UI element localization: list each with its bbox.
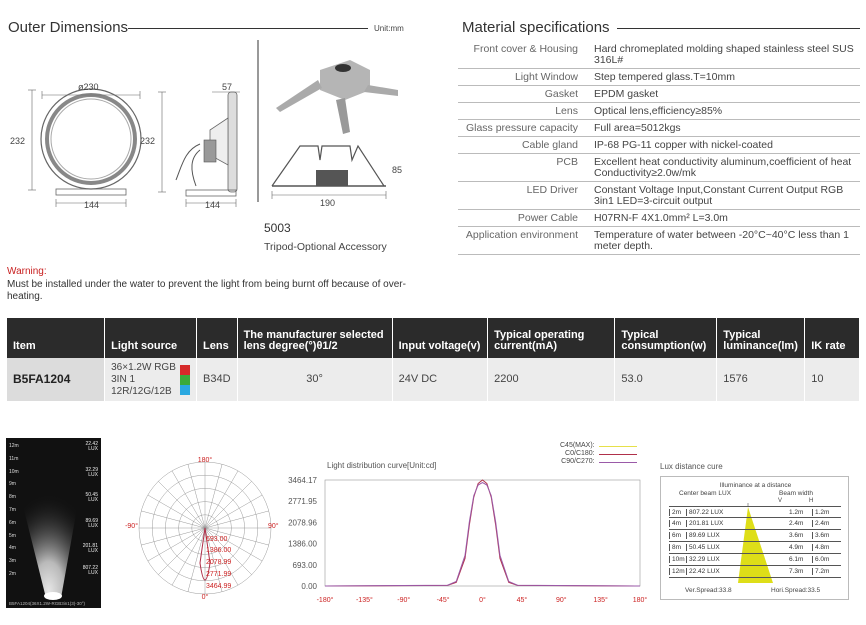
lux-v: 6.1m xyxy=(789,556,804,563)
polar-spoke xyxy=(205,495,262,528)
x-tick-label: 180° xyxy=(632,597,648,604)
y-tick-label: 693.00 xyxy=(292,560,317,570)
hori-spread: Hori.Spread:33.5 xyxy=(771,587,821,594)
polar-label-right: 90° xyxy=(268,523,279,530)
x-tick-label: -90° xyxy=(397,597,411,604)
title-rule xyxy=(128,28,368,29)
curve-legend xyxy=(560,442,637,466)
polar-label-top: 180° xyxy=(197,457,213,464)
lux-row xyxy=(669,530,841,542)
dim-tripod-width: 190 xyxy=(320,198,336,208)
material-title: Material specifications xyxy=(462,19,610,36)
model-number: 5003 xyxy=(264,221,291,235)
lux-d: 12m xyxy=(669,568,687,575)
lux-lux: 89.69 LUX xyxy=(689,532,720,539)
spec-row xyxy=(458,227,860,255)
dim-width-front: 144 xyxy=(84,200,100,210)
beam-distance-label: 11m xyxy=(9,455,19,462)
material-table xyxy=(458,41,860,255)
spec-key: Glass pressure capacity xyxy=(458,120,590,137)
unit-label: Unit:mm xyxy=(374,24,404,33)
lux-h: 2.4m xyxy=(812,520,834,527)
dim-depth: 57 xyxy=(222,82,233,92)
dim-tripod-height: 85 xyxy=(392,165,403,175)
dim-diameter: ø230 xyxy=(78,82,99,92)
spec-value: Temperature of water between -20°C~40°C less than 1 meter depth. xyxy=(590,227,860,255)
luminance-cell: 1576 xyxy=(717,358,805,401)
lux-v: 7.3m xyxy=(789,568,804,575)
polar-label-left: -90° xyxy=(125,523,138,530)
spec-value: Constant Voltage Input,Constant Current Output RGB 3in1 LED=3-circuit output xyxy=(590,182,860,210)
spec-key: Cable gland xyxy=(458,137,590,154)
polar-spoke xyxy=(141,528,205,545)
y-tick-label: 3464.17 xyxy=(288,476,317,485)
beam-photo xyxy=(6,438,101,608)
x-tick-label: -45° xyxy=(436,597,450,604)
curve-title: Light distribution curve[Unit:cd] xyxy=(327,461,437,470)
lux-v: 1.2m xyxy=(789,508,804,516)
lux-89: 89.69 LUX xyxy=(85,518,98,529)
degree-cell: 30° xyxy=(237,358,392,401)
lux-row xyxy=(669,566,841,578)
polar-ring-2: 1386.00 xyxy=(206,547,232,554)
spec-value: EPDM gasket xyxy=(590,86,860,103)
lux-row xyxy=(669,554,841,566)
spec-row xyxy=(458,182,860,210)
dim-height-side: 232 xyxy=(140,136,156,146)
lux-lux: 201.81 LUX xyxy=(689,520,724,527)
lux-lux: 32.29 LUX xyxy=(689,556,720,563)
lux-v: 2.4m xyxy=(789,520,804,527)
dimension-drawings xyxy=(0,40,445,265)
y-tick-label: 2078.96 xyxy=(288,518,317,528)
ik-cell: 10 xyxy=(805,358,860,401)
spec-value: Hard chromeplated molding shaped stainless steel SUS 316L# xyxy=(590,41,860,69)
red-swatch xyxy=(180,365,190,375)
warning-text: Must be installed under the water to prevent the light from being burnt off because of over-heating. xyxy=(7,279,406,302)
polar-spoke xyxy=(205,481,252,528)
item-code: B5FA1204 xyxy=(7,358,105,401)
spec-row xyxy=(458,103,860,120)
x-tick-label: 90° xyxy=(555,597,567,604)
rgb-swatches xyxy=(180,365,190,395)
product-header-row xyxy=(7,318,860,358)
beam-distance-label: 3m xyxy=(9,558,16,565)
dim-height-front: 232 xyxy=(10,136,26,146)
lux-row xyxy=(669,542,841,554)
lux-d: 10m xyxy=(669,556,687,563)
spec-row xyxy=(458,210,860,227)
beam-distance-label: 6m xyxy=(9,519,16,526)
polar-spoke xyxy=(205,464,222,528)
spec-row xyxy=(458,120,860,137)
product-table xyxy=(7,318,860,401)
spec-key: PCB xyxy=(458,154,590,182)
lux-h: 7.2m xyxy=(812,568,834,575)
material-rule xyxy=(617,28,860,29)
lux-v: V xyxy=(778,498,783,504)
dim-width-side: 144 xyxy=(205,200,221,210)
x-tick-label: 135° xyxy=(593,597,608,604)
beam-distance-label: 7m xyxy=(9,506,16,513)
lux-row xyxy=(669,518,841,530)
y-tick-label: 2771.95 xyxy=(288,497,317,507)
polar-spoke xyxy=(205,511,269,528)
col-luminance: Typical luminance(lm) xyxy=(717,318,805,358)
series-line-1 xyxy=(325,483,640,586)
polar-spoke xyxy=(188,464,205,528)
beam-caption: B5FA1204(36X1.2W-RGB3in1(3)-30°) xyxy=(9,601,86,606)
light-source-cell xyxy=(105,358,197,401)
lux-h: H xyxy=(809,498,814,504)
lux-h: 6.0m xyxy=(812,556,834,563)
light-distribution-chart xyxy=(280,470,650,605)
col-consumption: Typical consumption(w) xyxy=(615,318,717,358)
lux-d: 6m xyxy=(669,532,687,539)
spec-row xyxy=(458,69,860,86)
col-current: Typical operating current(mA) xyxy=(488,318,615,358)
spec-key: Power Cable xyxy=(458,210,590,227)
lux-v: 3.6m xyxy=(789,532,804,539)
col-lens-degree: The manufacturer selected lens degree(°)θ1/2 xyxy=(237,318,392,358)
lux-row xyxy=(669,506,841,518)
spec-key: Lens xyxy=(458,103,590,120)
spec-value: IP-68 PG-11 copper with nickel-coated xyxy=(590,137,860,154)
lux-807: 807.22 LUX xyxy=(82,565,98,576)
col-light-source: Light source xyxy=(105,318,197,358)
warning-title: Warning: xyxy=(7,266,47,277)
lux-lux: 22.42 LUX xyxy=(689,568,720,575)
spec-key: LED Driver xyxy=(458,182,590,210)
ver-spread: Ver.Spread:33.8 xyxy=(685,587,732,594)
voltage-cell: 24V DC xyxy=(392,358,488,401)
green-swatch xyxy=(180,375,190,385)
beam-distance-label: 2m xyxy=(9,570,16,577)
spec-key: Front cover & Housing xyxy=(458,41,590,69)
polar-label-bottom: 0° xyxy=(201,594,209,601)
polar-spoke xyxy=(141,511,205,528)
spec-row xyxy=(458,41,860,69)
legend-c45: C45(MAX): xyxy=(560,442,637,450)
x-tick-label: -180° xyxy=(316,597,334,604)
polar-spoke xyxy=(148,495,205,528)
col-ik: IK rate xyxy=(805,318,860,358)
lux-32: 32.29 LUX xyxy=(85,467,98,478)
beam-distance-label: 10m xyxy=(9,468,19,475)
spec-value: Excellent heat conductivity aluminum,coefficient of heat Conductivity≥2.0w/mk xyxy=(590,154,860,182)
polar-spoke xyxy=(158,528,205,575)
spec-value: H07RN-F 4X1.0mm² L=3.0m xyxy=(590,210,860,227)
spec-key: Gasket xyxy=(458,86,590,103)
lux-title: Lux distance cure xyxy=(660,462,723,471)
light-source-line1: 36×1.2W RGB xyxy=(111,361,176,373)
polar-ring-4: 2771.99 xyxy=(206,571,232,578)
lux-header3: Beam width xyxy=(779,490,813,497)
polar-spoke xyxy=(205,528,262,561)
beam-distance-label: 9m xyxy=(9,481,16,488)
series-line-0 xyxy=(325,480,640,586)
x-tick-label: -135° xyxy=(355,597,373,604)
blue-swatch xyxy=(180,385,190,395)
lux-lux: 50.45 LUX xyxy=(689,544,720,551)
spec-row xyxy=(458,137,860,154)
polar-spoke xyxy=(158,481,205,528)
spec-key: Light Window xyxy=(458,69,590,86)
col-item: Item xyxy=(7,318,105,358)
spec-row xyxy=(458,154,860,182)
y-tick-label: 0.00 xyxy=(301,582,317,591)
polar-spoke xyxy=(172,471,205,528)
spec-value: Step tempered glass.T=10mm xyxy=(590,69,860,86)
beam-distance-label: 8m xyxy=(9,494,16,501)
polar-ring-1: 693.00 xyxy=(206,536,228,543)
lux-lux: 807.22 LUX xyxy=(689,508,724,516)
beam-distance-label: 4m xyxy=(9,545,16,552)
light-source-line3: 12R/12G/12B xyxy=(111,385,172,397)
light-source-line2: 3IN 1 xyxy=(111,373,136,385)
lux-22: 22.42 LUX xyxy=(85,441,98,452)
plot-frame xyxy=(325,480,640,586)
lux-panel xyxy=(660,476,849,600)
current-cell: 2200 xyxy=(488,358,615,401)
lux-d: 4m xyxy=(669,520,687,527)
polar-ring-3: 2078.99 xyxy=(206,559,232,566)
accessory-label: Tripod-Optional Accessory xyxy=(264,241,387,253)
x-tick-label: 45° xyxy=(516,597,528,604)
polar-diagram xyxy=(108,453,298,603)
product-row xyxy=(7,358,860,401)
lux-v: 4.9m xyxy=(789,544,804,551)
legend-c90: C90/C270: xyxy=(560,458,637,466)
lux-h: 1.2m xyxy=(812,509,834,516)
beam-distance-label: 12m xyxy=(9,443,19,449)
lux-h: 3.6m xyxy=(812,532,834,539)
polar-spoke xyxy=(205,471,238,528)
lux-header2: Center beam LUX xyxy=(679,490,732,497)
col-lens: Lens xyxy=(197,318,238,358)
polar-spoke xyxy=(148,528,205,561)
lux-h: 4.8m xyxy=(812,544,834,551)
spec-key: Application environment xyxy=(458,227,590,255)
legend-c0: C0/C180: xyxy=(560,450,637,458)
outer-dimensions-title: Outer Dimensions xyxy=(8,19,129,36)
spec-row xyxy=(458,86,860,103)
lux-201: 201.81 LUX xyxy=(82,543,98,554)
polar-spoke xyxy=(188,528,205,592)
polar-ring-5: 3464.99 xyxy=(206,583,232,590)
y-tick-label: 1386.00 xyxy=(288,539,317,549)
lux-50: 50.45 LUX xyxy=(85,492,98,503)
polar-spoke xyxy=(172,528,205,585)
spec-value: Optical lens,efficiency≥85% xyxy=(590,103,860,120)
x-tick-label: 0° xyxy=(479,597,486,604)
col-input-voltage: Input voltage(v) xyxy=(392,318,488,358)
lux-d: 2m xyxy=(669,509,687,516)
spec-value: Full area=5012kgs xyxy=(590,120,860,137)
lux-header1: Illuminance at a distance xyxy=(719,482,792,489)
lux-d: 8m xyxy=(669,544,687,551)
lens-cell: B34D xyxy=(197,358,238,401)
beam-distance-label: 5m xyxy=(9,532,16,539)
consumption-cell: 53.0 xyxy=(615,358,717,401)
